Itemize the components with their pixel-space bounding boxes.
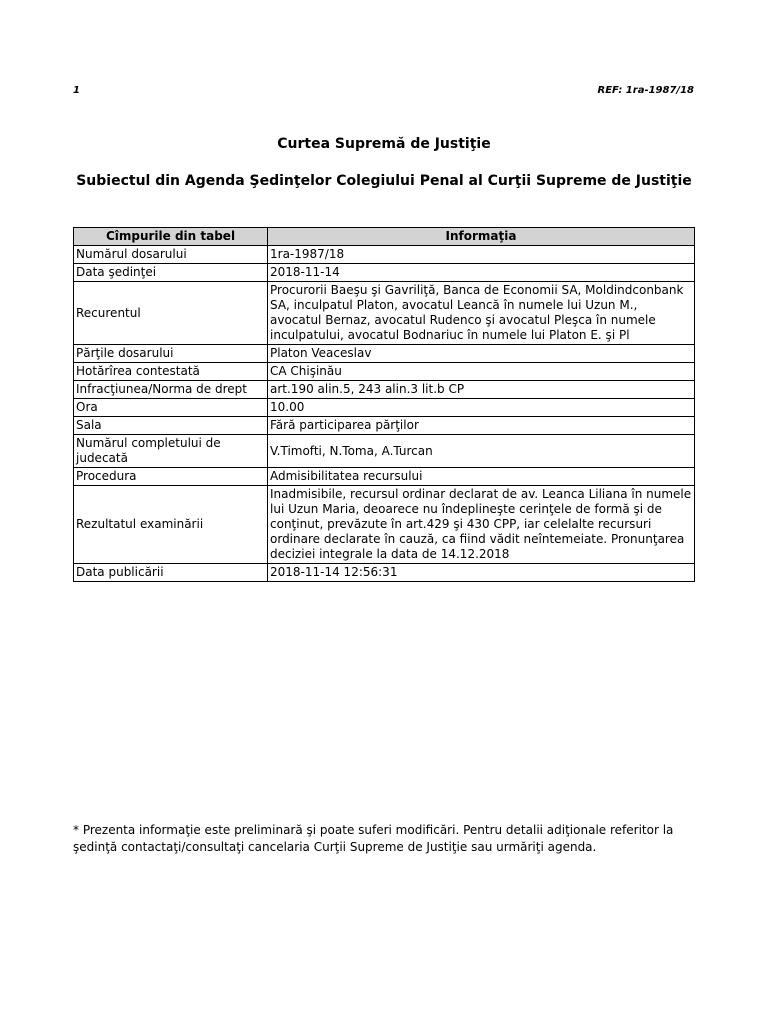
field-value: Platon Veaceslav	[268, 345, 695, 363]
field-value: Admisibilitatea recursului	[268, 468, 695, 486]
table-header-row	[74, 228, 695, 246]
table-row	[74, 399, 695, 417]
field-label: Procedura	[74, 468, 268, 486]
footnote: * Prezenta informaţie este preliminară şi poate suferi modificări. Pentru detalii adiţionale referitor la şedinţă contactaţi/consultaţi cancelaria Curţii Supreme de Justiţie sau urmăriţi agenda.	[73, 823, 674, 854]
field-label: Data şedinţei	[74, 264, 268, 282]
table-row	[74, 282, 695, 345]
table-row	[74, 564, 695, 582]
table-row	[74, 264, 695, 282]
field-value: Inadmisibile, recursul ordinar declarat de av. Leanca Liliana în numele lui Uzun Maria, deoarece nu îndeplineşte cerinţele de formă şi de conţinut, prevăzute în art.429 şi 430 CPP, iar celelalte recursuri ordinare declarate în cauză, ca fiind vădit neîntemeiate. Pronunţarea deciziei integrale la data de 14.12.2018	[268, 486, 695, 564]
field-label: Hotărîrea contestată	[74, 363, 268, 381]
field-value: Procurorii Baeşu şi Gavriliţă, Banca de Economii SA, Moldindconbank SA, inculpatul Platon, avocatul Leancă în numele lui Uzun M., avocatul Bernaz, avocatul Rudenco şi avocatul Pleşca în numele inculpatului, avocatul Bodnariuc în numele lui Platon E. şi Pl	[268, 282, 695, 345]
field-value: art.190 alin.5, 243 alin.3 lit.b CP	[268, 381, 695, 399]
table-row	[74, 246, 695, 264]
table-row	[74, 381, 695, 399]
field-label: Ora	[74, 399, 268, 417]
field-label: Părţile dosarului	[74, 345, 268, 363]
table-row	[74, 486, 695, 564]
column-header-information: Informaţia	[268, 228, 695, 246]
field-value: V.Timofti, N.Toma, A.Turcan	[268, 435, 695, 468]
page-number: 1	[73, 85, 80, 96]
field-value: 1ra-1987/18	[268, 246, 695, 264]
field-label: Rezultatul examinării	[74, 486, 268, 564]
table-row	[74, 417, 695, 435]
field-label: Infracţiunea/Norma de drept	[74, 381, 268, 399]
info-table	[73, 227, 695, 582]
field-value: 2018-11-14 12:56:31	[268, 564, 695, 582]
table-row	[74, 363, 695, 381]
page-subtitle: Subiectul din Agenda Şedinţelor Colegiului Penal al Curţii Supreme de Justiţie	[76, 173, 692, 189]
table-row	[74, 435, 695, 468]
field-label: Data publicării	[74, 564, 268, 582]
field-value: Fără participarea părţilor	[268, 417, 695, 435]
table-row	[74, 468, 695, 486]
reference-number: REF: 1ra-1987/18	[597, 85, 694, 96]
field-value: CA Chişinău	[268, 363, 695, 381]
field-label: Recurentul	[74, 282, 268, 345]
page-title: Curtea Supremă de Justiţie	[277, 136, 491, 152]
field-value: 10.00	[268, 399, 695, 417]
column-header-fields: Cîmpurile din tabel	[74, 228, 268, 246]
field-label: Numărul completului de judecată	[74, 435, 268, 468]
table-row	[74, 345, 695, 363]
field-value: 2018-11-14	[268, 264, 695, 282]
field-label: Numărul dosarului	[74, 246, 268, 264]
field-label: Sala	[74, 417, 268, 435]
